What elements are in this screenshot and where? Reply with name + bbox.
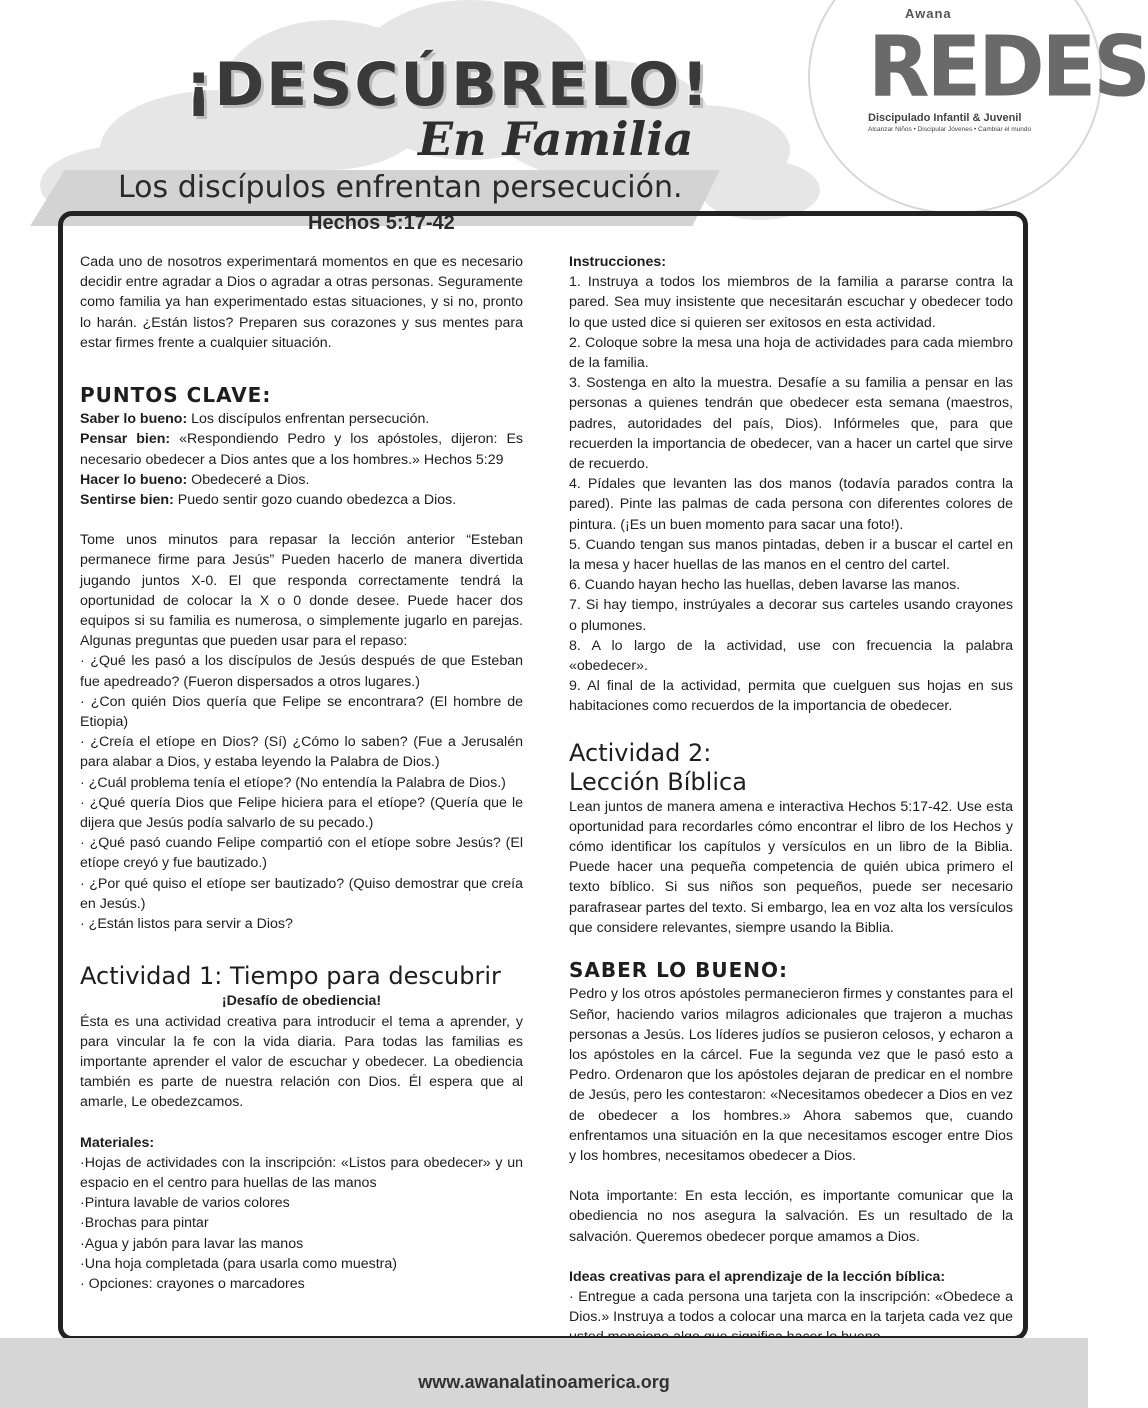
question-item: · ¿Por qué quiso el etíope ser bautizado? (Quiso demostrar que creía en Jesús.) bbox=[80, 875, 523, 912]
puntos-clave-heading: PUNTOS CLAVE: bbox=[80, 383, 272, 408]
lesson-reference: Hechos 5:17-42 bbox=[308, 212, 455, 234]
instruccion-item: 7. Si hay tiempo, instrúyales a decorar sus carteles usando crayones o plumones. bbox=[569, 597, 1013, 634]
material-item: ·Pintura lavable de varios colores bbox=[80, 1195, 290, 1212]
question-item: · ¿Cuál problema tenía el etíope? (No entendía la Palabra de Dios.) bbox=[80, 774, 506, 791]
actividad1-paragraph: Ésta es una actividad creativa para introducir el tema a aprender, y para vincular la fe con la vida diaria. Para todas las familias es importante aprender el valor de escuchar y obedecer. La obediencia también es parte de nuestra relación con Dios. Él espera que al amarle, Le obedezcamos. bbox=[80, 1013, 523, 1111]
punto-sentirse bbox=[80, 490, 523, 510]
punto-sentirse-text: Puedo sentir gozo cuando obedezca a Dios. bbox=[173, 492, 457, 509]
materiales-heading: Materiales: bbox=[80, 1134, 155, 1151]
material-item: ·Una hoja completada (para usarla como muestra) bbox=[80, 1255, 398, 1272]
instruccion-item: 5. Cuando tengan sus manos pintadas, deben ir a buscar el cartel en la mesa y hacer huellas de las manos en el centro del cartel. bbox=[569, 536, 1013, 574]
punto-pensar-text: «Respondiendo Pedro y los apóstoles, dijeron: Es necesario obedecer a Dios antes que a los hombres.» Hechos 5:29 bbox=[80, 431, 523, 468]
actividad1-subheading: ¡Desafío de obediencia! bbox=[221, 993, 382, 1010]
punto-hacer-text: Obedeceré a Dios. bbox=[187, 471, 310, 488]
question-item: · ¿Creía el etíope en Dios? (Sí) ¿Cómo lo saben? (Fue a Jerusalén para alabar a Dios, y estaba leyendo la Palabra de Dios.) bbox=[80, 734, 523, 771]
material-item: · Opciones: crayones o marcadores bbox=[80, 1275, 305, 1292]
right-column bbox=[569, 252, 1013, 1348]
logo-redes: REDES bbox=[868, 17, 1148, 116]
punto-saber bbox=[80, 409, 523, 429]
logo-awana: Awana bbox=[905, 6, 952, 21]
left-column bbox=[80, 252, 523, 1294]
instruccion-item: 2. Coloque sobre la mesa una hoja de actividades para cada miembro de la familia. bbox=[569, 334, 1013, 372]
page-subtitle: En Familia bbox=[418, 112, 694, 166]
punto-saber-label: Saber lo bueno: bbox=[80, 411, 188, 428]
saber-lo-bueno-heading: SABER LO BUENO: bbox=[569, 958, 789, 983]
footer-url[interactable]: www.awanalatinoamerica.org bbox=[418, 1372, 670, 1392]
instruccion-item: 1. Instruya a todos los miembros de la familia a pararse contra la pared. Sea muy insistente que necesitarán escuchar y obedecer todo lo que usted dice si quieren ser exitosos en esta actividad. bbox=[569, 274, 1013, 331]
lesson-title: Los discípulos enfrentan persecución. bbox=[118, 170, 683, 205]
logo-tagline-small: Alcanzar Niños • Discipular Jóvenes • Cambiar el mundo bbox=[868, 126, 1032, 133]
material-item: ·Brochas para pintar bbox=[80, 1215, 209, 1232]
actividad2-heading: Actividad 2: bbox=[569, 738, 712, 767]
question-item: · ¿Están listos para servir a Dios? bbox=[80, 916, 293, 933]
question-item: · ¿Con quién Dios quería que Felipe se encontrara? (El hombre de Etiopia) bbox=[80, 693, 523, 731]
punto-sentirse-label: Sentirse bien: bbox=[80, 492, 174, 509]
intro-paragraph: Cada uno de nosotros experimentará momentos en que es necesario decidir entre agradar a Dios o agradar a otras personas. Seguramente como familia ya han experimentado estas situaciones, y si no, pronto lo harán. ¿Están listos? Preparen sus corazones y sus mentes para estar firmes frente a cualquier situación. bbox=[80, 254, 523, 351]
question-item: · ¿Qué quería Dios que Felipe hiciera para el etíope? (Quería que le dijera que Jesús podía salvarlo de su pecado.) bbox=[80, 794, 523, 832]
instruccion-item: 6. Cuando hayan hecho las huellas, deben lavarse las manos. bbox=[569, 577, 961, 594]
page-title: ¡DESCÚBRELO! bbox=[185, 50, 711, 120]
actividad2-heading-line2: Lección Bíblica bbox=[569, 767, 747, 796]
ideas-paragraph: · Entregue a cada persona una tarjeta con la inscripción: «Obedece a Dios.» Instruya a todos a colocar una marca en la tarjeta cada vez que bbox=[569, 1288, 1014, 1326]
saber-lo-bueno-paragraph: Pedro y los otros apóstoles permanecieron firmes y constantes para el Señor, haciendo varios milagros adicionales que trajeron a muchas personas a Jesús. Los líderes judíos se pusieron celosos, y echaron a los apóstoles en la cárcel. Fue la segunda vez que le pasó esto a Pedro. Ordenaron que los apóstoles dejaran de predicar en el nombre de Jesús, pero les contestaron: «Necesitamos obedecer a Dios en vez de obedecer a los hombres.» Ahora sabemos que, cuando enfrentamos una situación en la que necesitamos escoger entre Dios y los hombres, necesitamos obedecer a Dios. bbox=[569, 986, 1013, 1164]
punto-pensar-label: Pensar bien: bbox=[80, 431, 171, 448]
logo-tagline: Discipulado Infantil & Juvenil bbox=[868, 112, 1022, 124]
actividad1-heading: Actividad 1: Tiempo para descubrir bbox=[80, 962, 501, 991]
instruccion-item: 4. Pídales que levanten las dos manos (todavía parados contra la pared). Pinte las palmas de cada persona con diferentes colores de pintura. (¡Es un buen momento para sacar una foto!). bbox=[569, 476, 1013, 533]
question-item: · ¿Qué les pasó a los discípulos de Jesús después de que Esteban fue apedreado? (Fueron dispersados a otros lugares.) bbox=[80, 653, 523, 690]
instruccion-item: 8. A lo largo de la actividad, use con frecuencia la palabra «obedecer». bbox=[569, 637, 1013, 675]
punto-hacer-label: Hacer lo bueno: bbox=[80, 471, 188, 488]
instruccion-item: 3. Sostenga en alto la muestra. Desafíe a su familia a pensar en las personas a quienes tendrán que obedecer esta semana (maestros, padres, autoridades del país, Dios). Infórmeles que, para que recuerden la importancia de obedecer, van a hacer un cartel que sirve de recuerdo. bbox=[569, 375, 1013, 473]
material-item: ·Hojas de actividades con la inscripción: «Listos para obedecer» y un espacio en el centro para huellas de las manos bbox=[80, 1154, 523, 1191]
punto-pensar bbox=[80, 429, 523, 469]
nota-importante: Nota importante: En esta lección, es importante comunicar que la obediencia no nos asegura la salvación. Es un resultado de la salvación. Queremos obedecer porque amamos a Dios. bbox=[569, 1188, 1013, 1245]
instrucciones-heading: Instrucciones: bbox=[569, 254, 666, 270]
punto-saber-text: Los discípulos enfrentan persecución. bbox=[187, 411, 430, 428]
actividad2-paragraph: Lean juntos de manera amena e interactiva Hechos 5:17-42. Use esta oportunidad para recordarles cómo encontrar el libro de los Hechos y cómo identificar los capítulos y versículos en un libro de la Biblia. Puede hacer una pequeña competencia de quién ubica primero el texto bíblico. Si sus niños son pequeños, puede ser necesario parafrasear partes del texto. Si embargo, lea en voz alta los versículos que considere relevantes, siempre usando la Biblia. bbox=[569, 798, 1013, 936]
ideas-heading: Ideas creativas para el aprendizaje de la lección bíblica: bbox=[569, 1268, 946, 1285]
review-paragraph: Tome unos minutos para repasar la lección anterior “Esteban permanece firme para Jesús” Pueden hacerlo de manera divertida jugando juntos X-0. El que responda correctamente tendrá la oportunidad de colocar la X o 0 donde desee. Puede hacer dos equipos si su familia es numerosa, o simplemente jugarlo en parejas. Algunas preguntas que pueden usar para el repaso: bbox=[80, 532, 523, 650]
question-item: · ¿Qué pasó cuando Felipe compartió con el etíope sobre Jesús? (El etíope creyó y fue bautizado.) bbox=[80, 835, 523, 872]
material-item: ·Agua y jabón para lavar las manos bbox=[80, 1235, 304, 1252]
instruccion-item: 9. Al final de la actividad, permita que cuelguen sus hojas en sus habitaciones como recuerdos de la importancia de obedecer. bbox=[569, 678, 1013, 715]
punto-hacer bbox=[80, 470, 523, 490]
